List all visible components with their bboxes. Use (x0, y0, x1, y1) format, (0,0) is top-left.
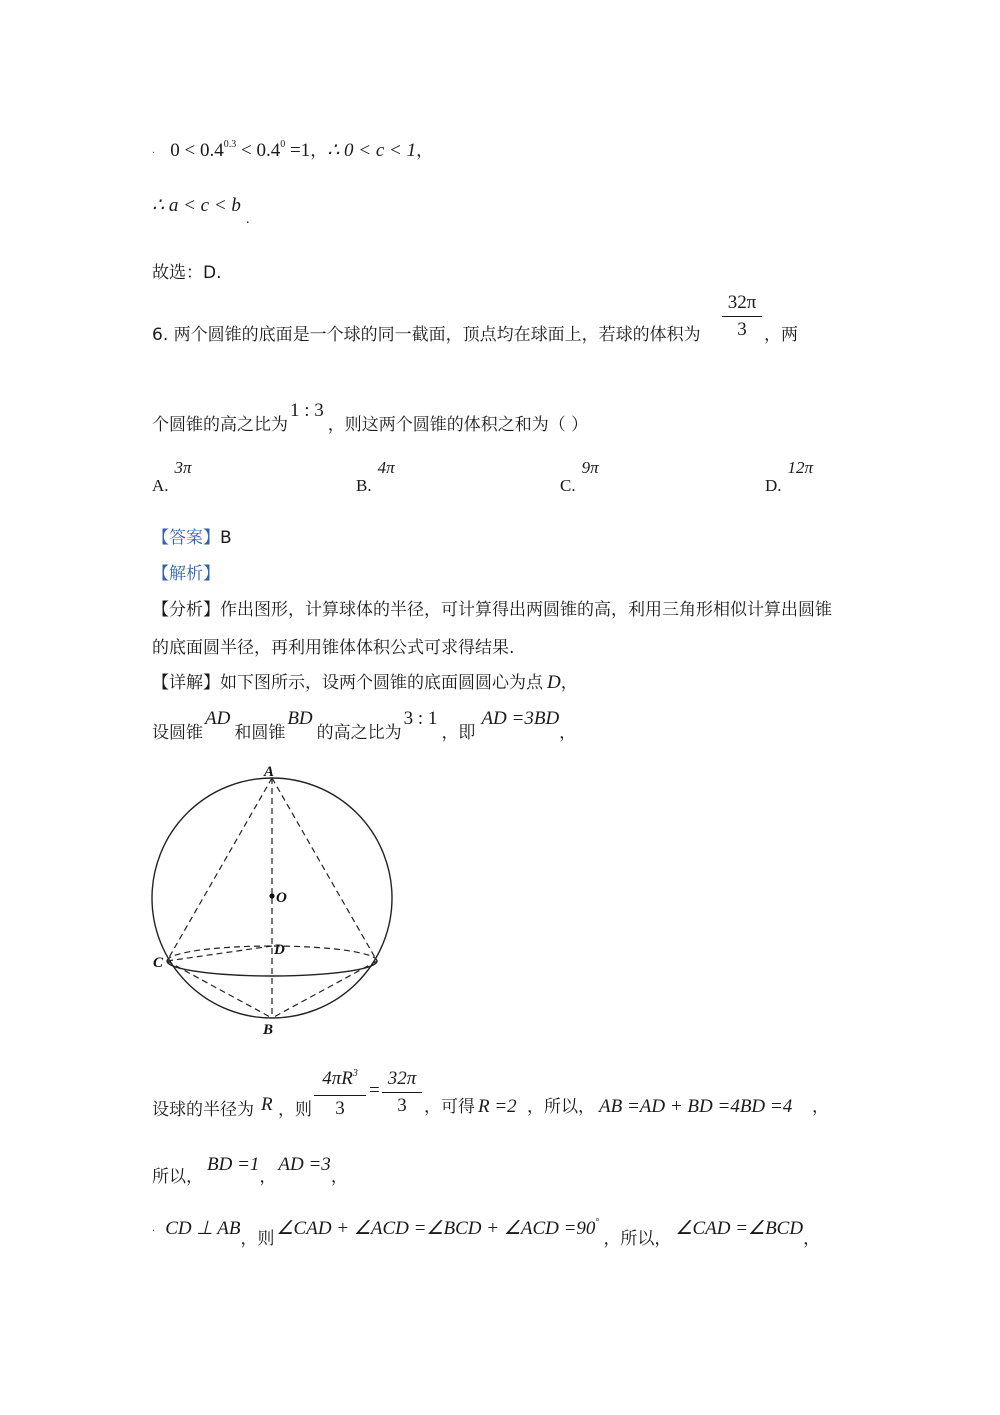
ab-length-chain: AB =AD + BD =4BD =4 (599, 1096, 793, 1117)
fraction-bar (314, 1095, 366, 1096)
option-label: C. (560, 476, 576, 495)
fenxi-line-2: 的底面圆半径，再利用锥体体积公式可求得结果. (152, 638, 515, 658)
comma: ， (310, 141, 328, 161)
fraction-denominator: 3 (737, 319, 747, 340)
ratio-3-1: 3 : 1 (403, 708, 438, 729)
question-6-text: 6. 两个圆锥的底面是一个球的同一截面，顶点均在球面上，若球的体积为 (152, 325, 701, 345)
analysis-tag: 【解析】 (152, 564, 220, 584)
option-label: D. (765, 476, 782, 495)
text: ，即 (441, 723, 476, 743)
bd-value: BD =1 (207, 1154, 260, 1175)
inequality-tail: =1 (285, 140, 311, 161)
calc1-get: ，可得 (424, 1097, 475, 1117)
exponent-0-3: 0.3 (223, 139, 237, 150)
choice-line: 故选：D. (152, 263, 222, 283)
text: ，则 (240, 1229, 275, 1249)
calc1-prefix: 设球的半径为 (152, 1100, 254, 1120)
fenxi-line-1: 【分析】作出图形，计算球体的半径，可计算得出两圆锥的高，利用三角形相似计算出圆锥 (152, 600, 832, 620)
exponent-0: 0 (280, 139, 286, 150)
fraction-bar (722, 316, 762, 317)
xiangjie-line-2 (152, 704, 577, 743)
label-a: A (264, 764, 275, 780)
option-value: 4π (377, 458, 395, 477)
option-a[interactable] (152, 458, 192, 495)
period-dot: . (246, 212, 250, 227)
text: 所以， (152, 1167, 203, 1187)
formula-exponent: 3 (352, 1068, 358, 1079)
given-denominator: 3 (397, 1095, 407, 1116)
answer-tag: 【答案】 (152, 528, 220, 548)
formula-num-text: 4πR (322, 1068, 353, 1089)
radius-r: R (261, 1094, 273, 1115)
comma: ， (560, 673, 578, 693)
angle-sum: ∠CAD + ∠ACD =∠BCD + ∠ACD =90 (276, 1218, 596, 1239)
ad-eq-3bd: AD =3BD (481, 708, 560, 729)
option-label: A. (152, 476, 169, 495)
given-volume-fraction (382, 1068, 422, 1117)
answer-line (152, 523, 232, 548)
volume-formula-fraction (314, 1068, 366, 1120)
given-numerator: 32π (387, 1068, 417, 1089)
bullet-dot: · (152, 148, 156, 159)
label-d: D (274, 942, 285, 958)
fraction-numerator: 32π (727, 292, 757, 313)
question-text: ，则这两个圆锥的体积之和为（ ） (327, 415, 589, 435)
option-value: 9π (581, 458, 599, 477)
text: ，所以， (603, 1229, 672, 1249)
calc2-line (152, 1150, 348, 1187)
angle-equality: ∠CAD =∠BCD (675, 1218, 804, 1239)
order-conclusion: ∴ a < c < b (152, 195, 241, 216)
cone-bd: BD (287, 708, 313, 729)
comma: ， (812, 1097, 829, 1117)
sphere-cone-figure (145, 756, 405, 1046)
option-value: 3π (174, 458, 192, 477)
calc1-then: ，则 (278, 1100, 312, 1120)
inequality-expr: 0 < 0.4 (170, 140, 224, 161)
bullet-dot: · (152, 1226, 156, 1237)
equals-sign: = (369, 1080, 380, 1101)
label-b: B (263, 1022, 274, 1038)
line-a-right (272, 778, 377, 961)
solution-line-2 (152, 194, 250, 227)
radius-value: R =2 (478, 1096, 517, 1117)
text: 的高之比为 (316, 723, 402, 743)
height-ratio: 1 : 3 (290, 400, 324, 421)
comma: ， (559, 723, 577, 743)
point-d: D (547, 672, 561, 693)
option-value: 12π (787, 458, 814, 477)
formula-numerator (314, 1068, 366, 1093)
cone-ad: AD (205, 708, 231, 729)
inequality-mid: < 0.4 (236, 140, 281, 161)
line-ac (167, 778, 272, 961)
xiangjie-line-1 (152, 668, 578, 694)
fraction-bar (382, 1092, 422, 1093)
answer-value: B (220, 528, 232, 548)
solution-line-1 (152, 136, 433, 162)
option-label: B. (356, 476, 372, 495)
cd-perp-ab: CD ⊥ AB (165, 1218, 241, 1239)
comma: ， (330, 1167, 348, 1187)
option-b[interactable] (356, 458, 395, 495)
ad-value: AD =3 (278, 1154, 331, 1175)
label-c: C (153, 955, 164, 971)
sphere-volume-fraction (722, 292, 762, 341)
comma: ， (803, 1229, 821, 1249)
question-text: 个圆锥的高之比为 (152, 415, 288, 435)
calc1-so: ，所以， (527, 1097, 595, 1117)
formula-denominator: 3 (335, 1098, 345, 1119)
text: 设圆锥 (152, 723, 203, 743)
xiangjie-text: 【详解】如下图所示，设两个圆锥的底面圆圆心为点 (152, 673, 543, 693)
text: 和圆锥 (234, 723, 286, 743)
label-o: O (276, 890, 287, 906)
degree-sign: ° (595, 1217, 600, 1228)
comma: ， (416, 141, 434, 161)
point-o-dot (269, 893, 274, 898)
option-c[interactable] (560, 458, 599, 495)
calc3-line (152, 1214, 821, 1249)
question-6-after-fraction: ，两 (764, 325, 798, 345)
comma: ， (259, 1167, 277, 1187)
conclusion-c-range: ∴ 0 < c < 1 (327, 140, 417, 161)
option-d[interactable] (765, 458, 814, 495)
question-6-line-2 (152, 396, 589, 435)
